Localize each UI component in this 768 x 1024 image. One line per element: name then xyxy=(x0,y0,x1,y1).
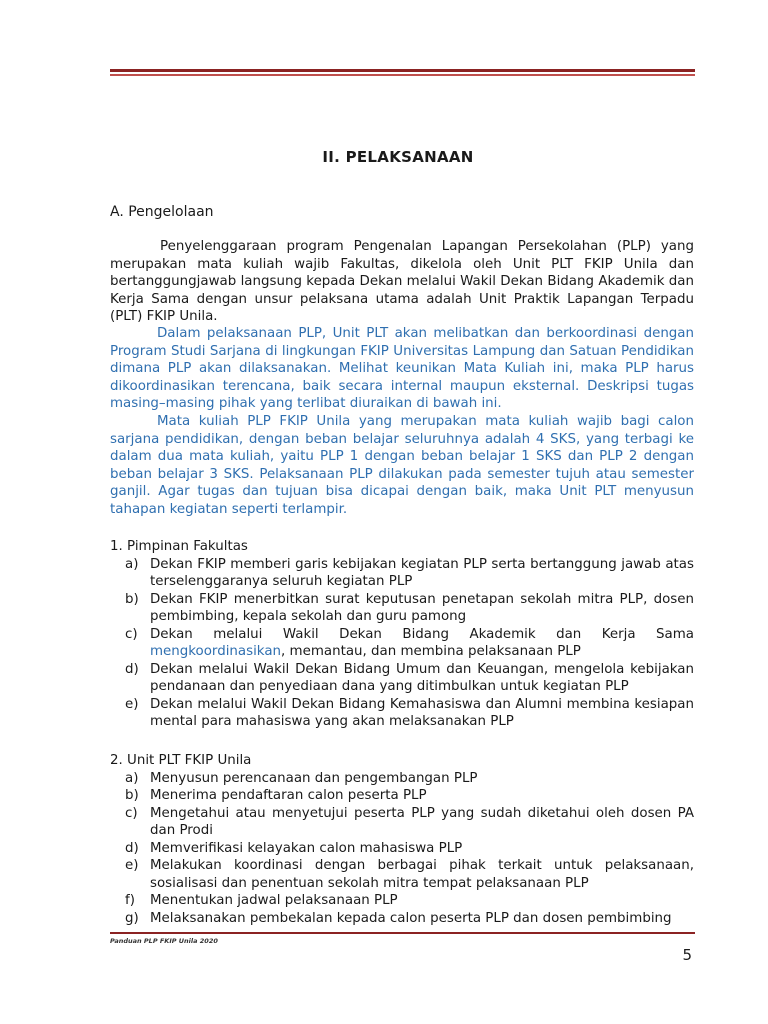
item-label: g) xyxy=(125,910,139,926)
item-label: c) xyxy=(125,626,138,642)
item-label: b) xyxy=(125,788,139,803)
list-item xyxy=(110,770,694,788)
item-label: f) xyxy=(125,893,135,908)
item-text: Menentukan jadwal pelaksanaan PLP xyxy=(150,893,398,908)
item-text: Dekan melalui Wakil Dekan Bidang Umum dan Keuangan, mengelola kebijakan pendanaan dan penyediaan dana yang ditimbulkan untuk kegiatan PLP xyxy=(150,661,694,694)
item-text: Mengetahui atau menyetujui peserta PLP yang sudah diketahui oleh dosen PA dan Prodi xyxy=(150,805,694,838)
item-label: a) xyxy=(125,556,139,572)
footer-text: Panduan PLP FKIP Unila 2020 xyxy=(110,937,218,945)
item-label: d) xyxy=(125,661,139,677)
page-title: II. PELAKSANAAN xyxy=(322,148,474,166)
footer-rule xyxy=(110,932,695,934)
list-item xyxy=(110,626,694,661)
item-label: e) xyxy=(125,858,139,873)
item-text: , memantau, dan membina pelaksanaan PLP xyxy=(281,644,581,659)
paragraph-1: Penyelenggaraan program Pengenalan Lapangan Persekolahan (PLP) yang merupakan mata kuliah wajib Fakultas, dikelola oleh Unit PLT FKIP Unila dan bertanggungjawab langsung kepada Dekan melalui Wakil Dekan Bidang Akademik dan Kerja Sama dengan unsur pelaksana utama adalah Unit Praktik Lapangan Terpadu (PLT) FKIP Unila. xyxy=(110,239,694,324)
header-rule-light xyxy=(110,74,695,76)
item-text: Menerima pendaftaran calon peserta PLP xyxy=(150,788,427,803)
item-text: Dekan FKIP memberi garis kebijakan kegiatan PLP serta bertanggung jawab atas terselenggaranya seluruh kegiatan PLP xyxy=(150,556,694,589)
item-list xyxy=(110,556,694,731)
list-item xyxy=(110,892,694,910)
list-item xyxy=(110,805,694,840)
item-label: a) xyxy=(125,770,139,786)
section-heading: A. Pengelolaan xyxy=(110,204,214,220)
section-pimpinan-fakultas xyxy=(110,538,694,731)
paragraph-2: Dalam pelaksanaan PLP, Unit PLT akan melibatkan dan berkoordinasi dengan Program Studi Sarjana di lingkungan FKIP Universitas Lampung dan Satuan Pendidikan dimana PLP akan dilaksanakan. Melihat keunikan Mata Kuliah ini, maka PLP harus dikoordinasikan terencana, baik secara internal maupun eksternal. Deskripsi tugas masing–masing pihak yang terlibat diuraikan di bawah ini. xyxy=(110,326,694,411)
page-number: 5 xyxy=(682,946,692,964)
list-item xyxy=(110,696,694,731)
list-item xyxy=(110,910,694,928)
header-rule-dark xyxy=(110,69,695,72)
item-text-highlight: mengkoordinasikan xyxy=(150,644,282,659)
item-label: b) xyxy=(125,591,139,607)
list-item xyxy=(110,591,694,626)
list-item xyxy=(110,840,694,858)
item-text: Menyusun perencanaan dan pengembangan PLP xyxy=(150,770,478,786)
item-label: c) xyxy=(125,805,138,821)
list-item xyxy=(110,556,694,591)
section-title: 2. Unit PLT FKIP Unila xyxy=(110,753,252,768)
item-label: d) xyxy=(125,840,139,856)
section-unit-plt xyxy=(110,752,694,927)
item-text: Memverifikasi kelayakan calon mahasiswa PLP xyxy=(150,840,463,856)
item-text: Dekan melalui Wakil Dekan Bidang Kemahasiswa dan Alumni membina kesiapan mental para mahasiswa yang akan melaksanakan PLP xyxy=(150,696,694,729)
list-item xyxy=(110,857,694,892)
list-item xyxy=(110,787,694,805)
item-list xyxy=(110,770,694,928)
section-title: 1. Pimpinan Fakultas xyxy=(110,539,248,554)
item-text: Dekan FKIP menerbitkan surat keputusan penetapan sekolah mitra PLP, dosen pembimbing, kepala sekolah dan guru pamong xyxy=(150,591,694,624)
item-text: Melakukan koordinasi dengan berbagai pihak terkait untuk pelaksanaan, sosialisasi dan penentuan sekolah mitra tempat pelaksanaan PLP xyxy=(150,858,694,891)
item-text: Dekan melalui Wakil Dekan Bidang Akademik dan Kerja Sama xyxy=(150,626,694,642)
paragraph-3: Mata kuliah PLP FKIP Unila yang merupakan mata kuliah wajib bagi calon sarjana pendidikan, dengan beban belajar seluruhnya adalah 4 SKS, yang terbagi ke dalam dua mata kuliah, yaitu PLP 1 dengan beban belajar 1 SKS dan PLP 2 dengan beban belajar 3 SKS. Pelaksanaan PLP dilakukan pada semester tujuh atau semester ganjil. Agar tugas dan tujuan bisa dicapai dengan baik, maka Unit PLT menyusun tahapan kegiatan seperti terlampir. xyxy=(110,414,694,517)
item-text: Melaksanakan pembekalan kepada calon peserta PLP dan dosen pembimbing xyxy=(150,910,672,926)
list-item xyxy=(110,661,694,696)
item-label: e) xyxy=(125,696,139,712)
